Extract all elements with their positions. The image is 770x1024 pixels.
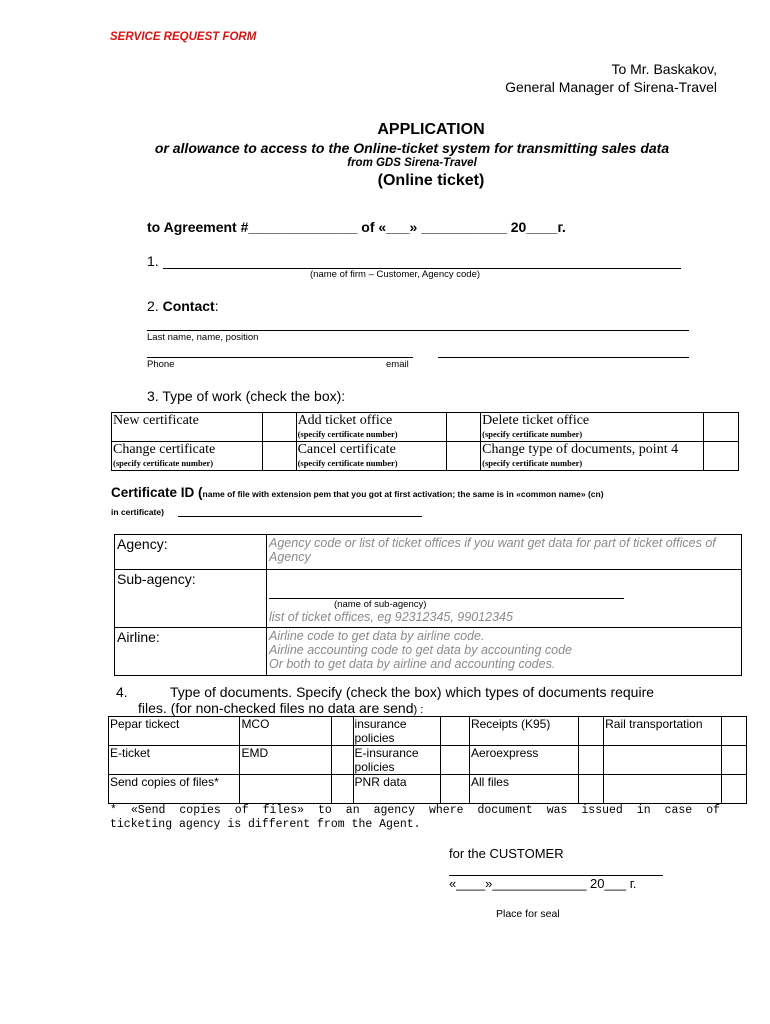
doc-eticket: E-ticket xyxy=(109,746,240,775)
sub-agency-input[interactable] xyxy=(267,570,742,628)
table-row xyxy=(109,717,747,746)
certificate-id-note: name of file with extension pem that you got at first activation; the same is in «common name» (cn) xyxy=(202,489,604,499)
email-field[interactable] xyxy=(438,357,689,358)
agreement-text: to Agreement #______________ of «___» ___________ 20____г. xyxy=(147,219,566,235)
page-title: APPLICATION xyxy=(377,121,485,138)
contact-number: 2. xyxy=(147,298,159,314)
table-row xyxy=(109,775,747,804)
addressee xyxy=(505,60,717,96)
work-option-change-type: Change type of documents, point 4 (specify certificate number) xyxy=(481,442,704,471)
footnote-line-1: * «Send copies of files» to an agency where document was issued in case of xyxy=(110,804,720,817)
table-row xyxy=(109,746,747,775)
agency-table xyxy=(114,534,742,676)
signature-date[interactable]: «____»_____________ 20___ г. xyxy=(449,876,637,891)
table-row xyxy=(115,570,742,628)
table-row xyxy=(115,628,742,676)
table-row xyxy=(115,535,742,570)
form-type-label: SERVICE REQUEST FORM xyxy=(110,31,257,43)
doc-blank xyxy=(240,775,331,804)
certificate-id-label: Certificate ID ( xyxy=(111,485,203,500)
work-option-add: Add ticket office (specify certificate number) xyxy=(296,413,446,442)
contact-colon: : xyxy=(214,298,219,314)
page-subtitle-2: from GDS Sirena-Travel xyxy=(347,157,477,169)
checkbox-empty xyxy=(722,746,747,775)
signature-for: for the CUSTOMER xyxy=(449,846,564,861)
agency-label: Agency: xyxy=(115,535,267,570)
contact-name-field[interactable] xyxy=(147,330,689,331)
docs-heading: Type of documents. Specify (check the box) which types of documents require xyxy=(170,684,655,700)
checkbox-change[interactable] xyxy=(263,442,296,471)
sub-agency-caption: (name of sub-agency) xyxy=(334,599,427,610)
table-row xyxy=(112,413,739,442)
checkbox-all-files[interactable] xyxy=(578,775,603,804)
doc-emd: EMD xyxy=(240,746,331,775)
checkbox-cancel[interactable] xyxy=(447,442,481,471)
checkbox-rail[interactable] xyxy=(722,717,747,746)
work-option-new: New certificate xyxy=(112,413,263,442)
checkbox-new[interactable] xyxy=(263,413,296,442)
checkbox-change-type[interactable] xyxy=(703,442,738,471)
phone-caption: Phone xyxy=(147,359,175,370)
certificate-id-field[interactable] xyxy=(178,516,422,517)
doc-send-copies: Send copies of files* xyxy=(109,775,240,804)
airline-hint-2: Airline accounting code to get data by accounting code xyxy=(269,643,572,657)
airline-input[interactable] xyxy=(267,628,742,676)
checkbox-insurance[interactable] xyxy=(440,717,469,746)
table-row xyxy=(112,442,739,471)
work-heading: 3. Type of work (check the box): xyxy=(147,388,346,404)
checkbox-add[interactable] xyxy=(447,413,481,442)
checkbox-empty-2 xyxy=(722,775,747,804)
sub-agency-label: Sub-agency: xyxy=(115,570,267,628)
contact-name-caption: Last name, name, position xyxy=(147,332,259,343)
work-option-delete: Delete ticket office (specify certificate number) xyxy=(481,413,704,442)
doc-all-files: All files xyxy=(469,775,578,804)
checkbox-e-insurance[interactable] xyxy=(440,746,469,775)
firm-number: 1. xyxy=(147,253,159,269)
sub-agency-hint: list of ticket offices, eg 92312345, 99012345 xyxy=(269,610,513,624)
doc-paper-ticket: Pepar tickect xyxy=(109,717,240,746)
page-subtitle: or allowance to access to the Online-ticket system for transmitting sales data xyxy=(154,140,670,156)
checkbox-delete[interactable] xyxy=(703,413,738,442)
airline-hint-1: Airline code to get data by airline code. xyxy=(269,629,485,643)
footnote-line-2: ticketing agency is different from the Agent. xyxy=(110,818,421,831)
doc-empty xyxy=(604,746,722,775)
firm-caption: (name of firm – Customer, Agency code) xyxy=(310,269,481,280)
doc-mco: MCO xyxy=(240,717,331,746)
contact-label: Contact xyxy=(162,298,215,314)
checkbox-blank xyxy=(331,775,353,804)
email-caption: email xyxy=(386,359,409,370)
certificate-id-heading xyxy=(111,485,604,500)
checkbox-receipts[interactable] xyxy=(578,717,603,746)
checkbox-pnr[interactable] xyxy=(440,775,469,804)
doc-e-insurance: E-insurance policies xyxy=(353,746,440,775)
airline-label: Airline: xyxy=(115,628,267,676)
work-option-cancel: Cancel certificate (specify certificate number) xyxy=(296,442,446,471)
agency-input[interactable]: Agency code or list of ticket offices if you want get data for part of ticket offices of Agency xyxy=(267,535,742,570)
docs-heading-2: files. (for non-checked files no data are send) : xyxy=(138,700,424,716)
addressee-name: To Mr. Baskakov, xyxy=(611,61,717,77)
doc-aeroexpress: Aeroexpress xyxy=(469,746,578,775)
seal-caption: Place for seal xyxy=(496,908,560,920)
certificate-id-note-2: in certificate) xyxy=(111,507,164,517)
phone-field[interactable] xyxy=(147,357,413,358)
docs-number: 4. xyxy=(116,684,128,700)
checkbox-aeroexpress[interactable] xyxy=(578,746,603,775)
documents-table xyxy=(108,716,747,804)
airline-hint-3: Or both to get data by airline and accounting codes. xyxy=(269,657,556,671)
doc-pnr: PNR data xyxy=(353,775,440,804)
agreement-line[interactable] xyxy=(147,219,566,235)
doc-insurance: insurance policies xyxy=(353,717,440,746)
doc-rail: Rail transportation xyxy=(604,717,722,746)
work-type-table xyxy=(111,412,739,471)
sub-agency-line xyxy=(269,584,624,599)
addressee-title: General Manager of Sirena-Travel xyxy=(505,79,717,95)
doc-receipts: Receipts (K95) xyxy=(469,717,578,746)
work-option-change: Change certificate (specify certificate number) xyxy=(112,442,263,471)
checkbox-emd[interactable] xyxy=(331,746,353,775)
doc-empty-2 xyxy=(604,775,722,804)
page-subtitle-3: (Online ticket) xyxy=(377,172,485,189)
contact-heading xyxy=(147,298,219,314)
checkbox-mco[interactable] xyxy=(331,717,353,746)
